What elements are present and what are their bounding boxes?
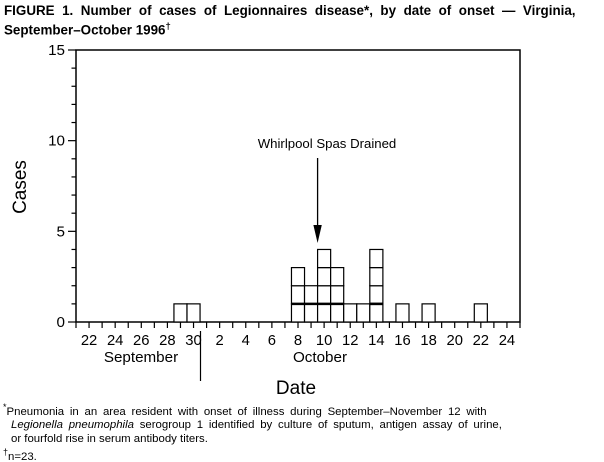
- case-box: [305, 304, 318, 322]
- month-label: October: [292, 349, 348, 366]
- x-axis-tick-label: 22: [80, 333, 98, 349]
- case-box: [396, 304, 409, 322]
- x-axis-tick-label: 16: [394, 333, 411, 349]
- case-box: [370, 249, 383, 267]
- x-axis-tick-label: 2: [215, 333, 224, 349]
- x-axis-tick-label: 26: [133, 333, 150, 349]
- case-box: [318, 286, 331, 304]
- x-axis-title: Date: [275, 378, 317, 399]
- case-box: [344, 304, 357, 322]
- figure-title-line1: FIGURE 1. Number of cases of Legionnaires disease*, by date of onset — Virginia,: [4, 3, 576, 18]
- x-axis-tick-label: 10: [315, 333, 333, 349]
- x-axis-tick-label: 22: [472, 333, 490, 349]
- y-axis-tick-label: 0: [56, 314, 65, 331]
- footnote-asterisk-line1: *Pneumonia in an area resident with onset of illness during September–November 12 with: [3, 402, 487, 418]
- case-box: [305, 286, 318, 304]
- footnote-asterisk-line2: Legionella pneumophila serogroup 1 identified by culture of sputum, antigen assay of urine,: [11, 419, 502, 432]
- x-axis-tick-label: 4: [241, 333, 250, 349]
- x-axis-tick-label: 28: [159, 333, 176, 349]
- case-box: [370, 286, 383, 304]
- footnote-asterisk-line3: or fourfold rise in serum antibody titers.: [11, 432, 208, 445]
- annotation-text: Whirlpool Spas Drained: [257, 136, 397, 151]
- species-name-italic: Legionella pneumophila: [11, 419, 134, 432]
- case-box: [331, 286, 344, 304]
- case-box: [474, 304, 487, 322]
- case-box: [357, 304, 370, 322]
- y-axis-tick-label: 15: [48, 42, 65, 59]
- x-axis-tick-label: 24: [498, 333, 516, 349]
- annotation-arrow-head: [313, 225, 321, 243]
- case-box: [291, 268, 304, 286]
- dagger-superscript: †: [165, 20, 171, 32]
- case-box: [318, 268, 331, 286]
- case-box: [331, 304, 344, 322]
- x-axis-tick-label: 6: [267, 333, 276, 349]
- case-box: [370, 304, 383, 322]
- footnote-dagger: †n=23.: [3, 447, 37, 462]
- case-box: [318, 249, 331, 267]
- x-axis-tick-label: 20: [446, 333, 463, 349]
- case-box: [291, 286, 304, 304]
- month-label: September: [103, 349, 179, 366]
- case-box: [422, 304, 435, 322]
- x-axis-tick-label: 24: [106, 333, 124, 349]
- x-axis-tick-label: 30: [185, 333, 202, 349]
- footnotes: [3, 401, 602, 462]
- asterisk-marker: *: [3, 402, 7, 412]
- x-axis-tick-label: 12: [342, 333, 359, 349]
- case-box: [174, 304, 187, 322]
- figure-title-line2-text: September–October 1996: [4, 21, 166, 37]
- case-box: [187, 304, 200, 322]
- y-axis-title: Cases: [10, 160, 31, 214]
- case-box: [331, 268, 344, 286]
- y-axis-tick-label: 5: [56, 223, 65, 241]
- x-axis-tick-label: 18: [420, 333, 437, 349]
- x-axis-tick-label: 8: [293, 333, 303, 349]
- case-box: [318, 304, 331, 322]
- case-box: [291, 304, 304, 322]
- case-box: [370, 268, 383, 286]
- dagger-marker: †: [3, 447, 9, 458]
- y-axis-tick-label: 10: [48, 132, 65, 150]
- x-axis-tick-label: 14: [368, 333, 385, 349]
